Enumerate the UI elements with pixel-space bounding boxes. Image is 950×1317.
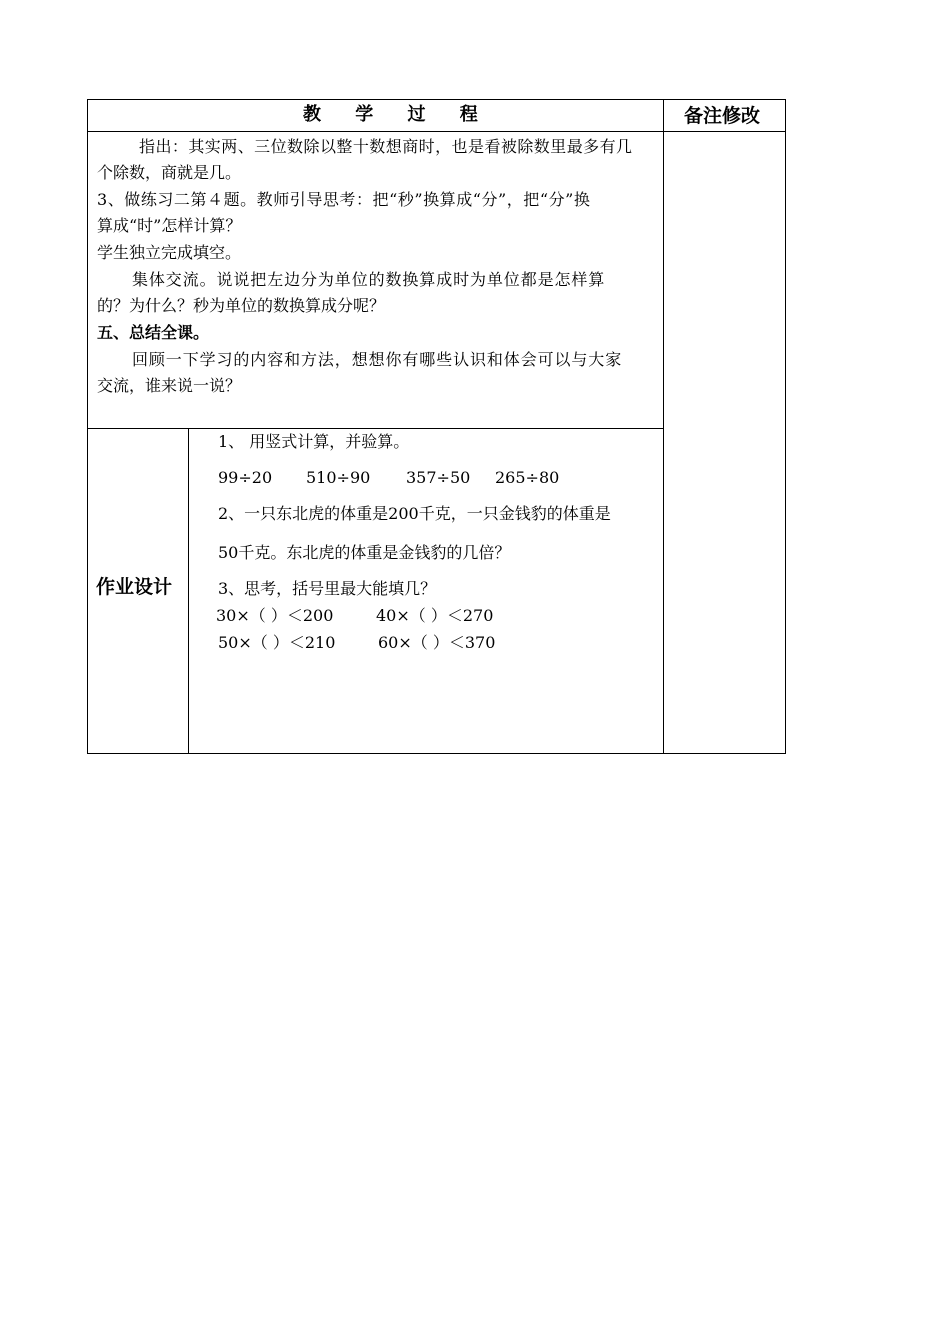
homework-question-2-line-2: 50千克。东北虎的体重是金钱豹的几倍？ (218, 543, 511, 562)
homework-label-border (188, 428, 189, 754)
process-column-title: 教 学 过 程 (303, 104, 492, 125)
table-left-border (87, 99, 88, 754)
homework-q3-item: 40×（ ）＜270 (376, 606, 494, 625)
process-paragraph-3: 学生独立完成填空。 (97, 243, 242, 262)
table-right-border (785, 99, 786, 754)
homework-q1-item: 357÷50 (406, 468, 471, 487)
process-paragraph-1-line-1: 指出：其实两、三位数除以整十数想商时，也是看被除数里最多有几 (139, 137, 633, 156)
homework-q3-item: 30×（ ）＜200 (216, 606, 334, 625)
process-paragraph-2-line-1: 3、做练习二第４题。教师引导思考：把“秒”换算成“分”，把“分”换 (97, 190, 591, 209)
notes-column-border (663, 99, 664, 754)
homework-q1-item: 99÷20 (218, 468, 273, 487)
process-paragraph-5-line-1: 回顾一下学习的内容和方法，想想你有哪些认识和体会可以与大家 (132, 350, 623, 369)
homework-question-1: 1、 用竖式计算，并验算。 (218, 432, 410, 451)
process-paragraph-5-line-2: 交流，谁来说一说？ (97, 376, 242, 395)
process-bottom-border (87, 428, 663, 429)
process-paragraph-4-line-1: 集体交流。说说把左边分为单位的数换算成时为单位都是怎样算 (132, 270, 606, 289)
homework-question-3: 3、思考，括号里最大能填几？ (218, 579, 437, 598)
table-top-border (87, 99, 786, 100)
process-paragraph-4-line-2: 的？为什么？秒为单位的数换算成分呢？ (97, 296, 386, 315)
table-bottom-border (87, 753, 786, 754)
process-paragraph-1-line-2: 个除数，商就是几。 (97, 163, 242, 182)
homework-q3-item: 50×（ ）＜210 (218, 633, 336, 652)
notes-column-title: 备注修改 (684, 105, 761, 127)
homework-question-2-line-1: 2、一只东北虎的体重是200千克，一只金钱豹的体重是 (218, 504, 611, 523)
homework-q3-item: 60×（ ）＜370 (378, 633, 496, 652)
section-heading-summary: 五、总结全课。 (97, 323, 210, 342)
homework-label: 作业设计 (96, 576, 173, 598)
header-bottom-border (87, 131, 786, 132)
homework-q1-item: 510÷90 (306, 468, 371, 487)
process-paragraph-2-line-2: 算成“时”怎样计算？ (97, 216, 242, 235)
homework-q1-item: 265÷80 (495, 468, 560, 487)
